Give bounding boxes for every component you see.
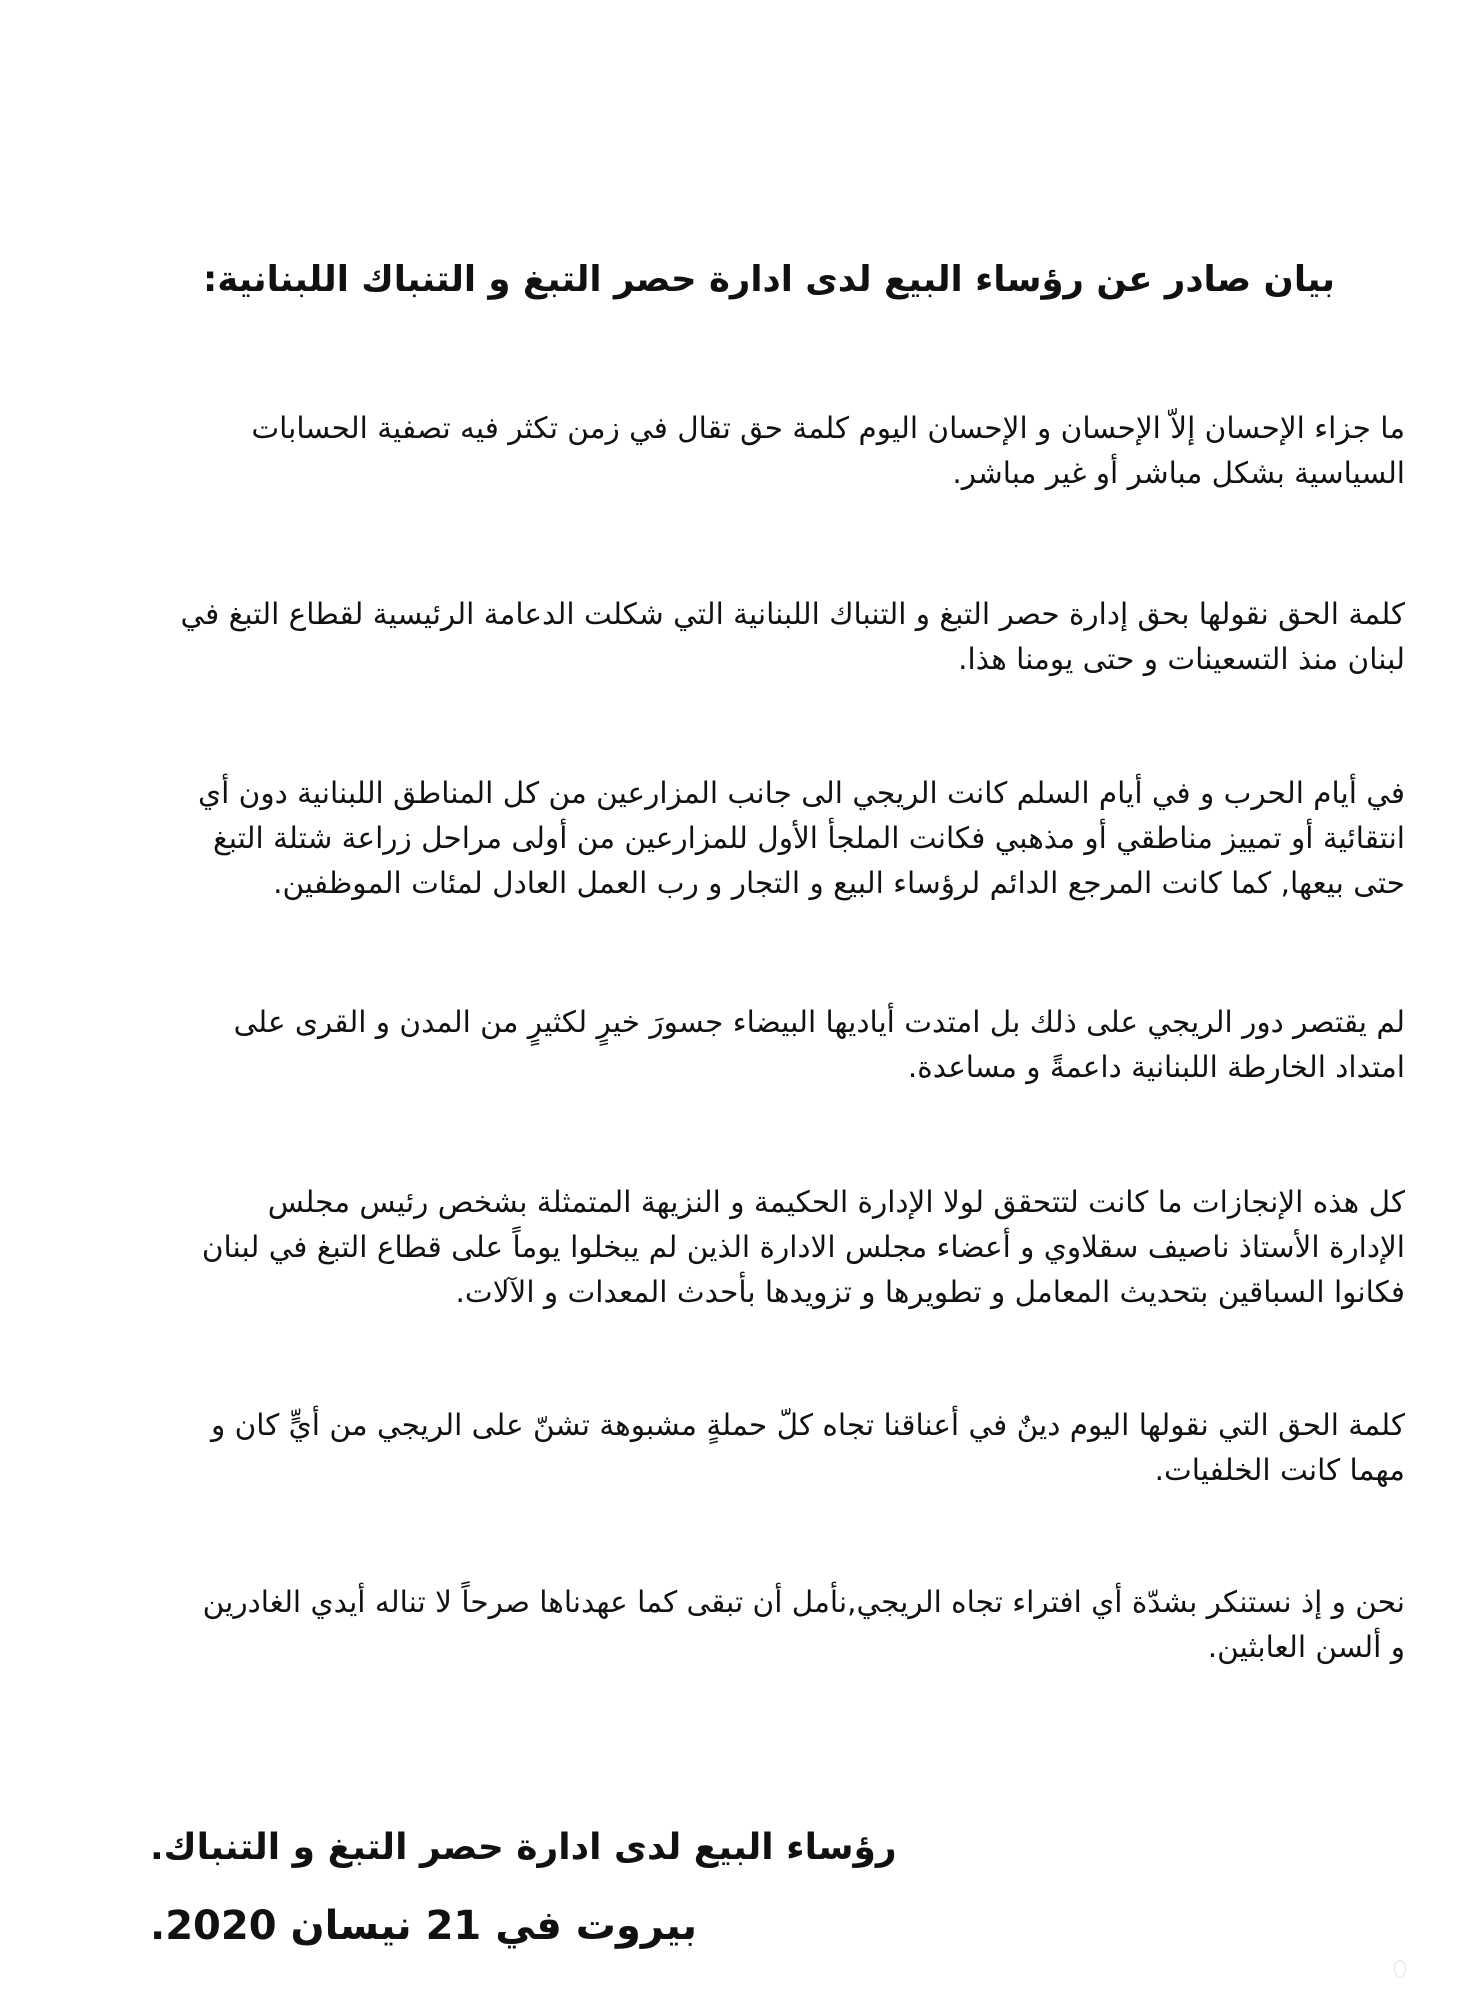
paragraph-4 bbox=[145, 1000, 1405, 1090]
paragraph-5-line-3: فكانوا السباقين بتحديث المعامل و تطويرها و تزويدها بأحدث المعدات و الآلات. bbox=[455, 1275, 1405, 1309]
paragraph-7 bbox=[145, 1580, 1405, 1670]
signature-organization: رؤساء البيع لدى ادارة حصر التبغ و التنباك. bbox=[150, 1827, 897, 1868]
paragraph-6-line-1: كلمة الحق التي نقولها اليوم دينٌ في أعناقنا تجاه كلّ حملةٍ مشبوهة تشنّ على الريجي من أيٍّ كان و bbox=[210, 1408, 1405, 1442]
paragraph-2-line-2: لبنان منذ التسعينات و حتى يومنا هذا. bbox=[958, 642, 1405, 676]
paragraph-5 bbox=[145, 1180, 1405, 1315]
paragraph-4-line-2: امتداد الخارطة اللبنانية داعمةً و مساعدة. bbox=[907, 1050, 1405, 1084]
paragraph-1-line-2: السياسية بشكل مباشر أو غير مباشر. bbox=[952, 456, 1405, 490]
corner-watermark bbox=[1394, 1960, 1406, 1978]
paragraph-2-line-1: كلمة الحق نقولها بحق إدارة حصر التبغ و التنباك اللبنانية التي شكلت الدعامة الرئيسية لقطاع التبغ في bbox=[180, 597, 1405, 631]
paragraph-1-line-1: ما جزاء الإحسان إلاّ الإحسان و الإحسان اليوم كلمة حق تقال في زمن تكثر فيه تصفية الحسابات bbox=[251, 411, 1405, 445]
paragraph-7-line-1: نحن و إذ نستنكر بشدّة أي افتراء تجاه الريجي,نأمل أن تبقى كما عهدناها صرحاً لا تناله أيدي الغادرين bbox=[202, 1585, 1405, 1619]
paragraph-3 bbox=[145, 771, 1405, 906]
paragraph-3-line-2: انتقائية أو تمييز مناطقي أو مذهبي فكانت الملجأ الأول للمزارعين من أولى مراحل زراعة شتلة التبغ bbox=[213, 821, 1405, 855]
paragraph-5-line-2: الإدارة الأستاذ ناصيف سقلاوي و أعضاء مجلس الادارة الذين لم يبخلوا يوماً على قطاع التبغ في لبنان bbox=[201, 1230, 1405, 1264]
paragraph-1 bbox=[145, 406, 1405, 496]
paragraph-4-line-1: لم يقتصر دور الريجي على ذلك بل امتدت أياديها البيضاء جسورَ خيرٍ لكثيرٍ من المدن و القرى على bbox=[233, 1005, 1405, 1039]
paragraph-3-line-1: في أيام الحرب و في أيام السلم كانت الريجي الى جانب المزارعين من كل المناطق اللبنانية دون أي bbox=[198, 776, 1405, 810]
paragraph-7-line-2: و ألسن العابثين. bbox=[1207, 1630, 1405, 1664]
statement-title: بيان صادر عن رؤساء البيع لدى ادارة حصر التبغ و التنباك اللبنانية: bbox=[203, 259, 1335, 300]
paragraph-2 bbox=[145, 592, 1405, 682]
paragraph-6 bbox=[145, 1403, 1405, 1493]
paragraph-3-line-3: حتى بيعها, كما كانت المرجع الدائم لرؤساء البيع و التجار و رب العمل العادل لمئات الموظفين. bbox=[273, 866, 1405, 900]
paragraph-5-line-1: كل هذه الإنجازات ما كانت لتتحقق لولا الإدارة الحكيمة و النزيهة المتمثلة بشخص رئيس مجلس bbox=[267, 1185, 1405, 1219]
paragraph-6-line-2: مهما كانت الخلفيات. bbox=[1154, 1453, 1405, 1487]
signature-place-date: بيروت في 21 نيسان 2020. bbox=[150, 1903, 698, 1949]
